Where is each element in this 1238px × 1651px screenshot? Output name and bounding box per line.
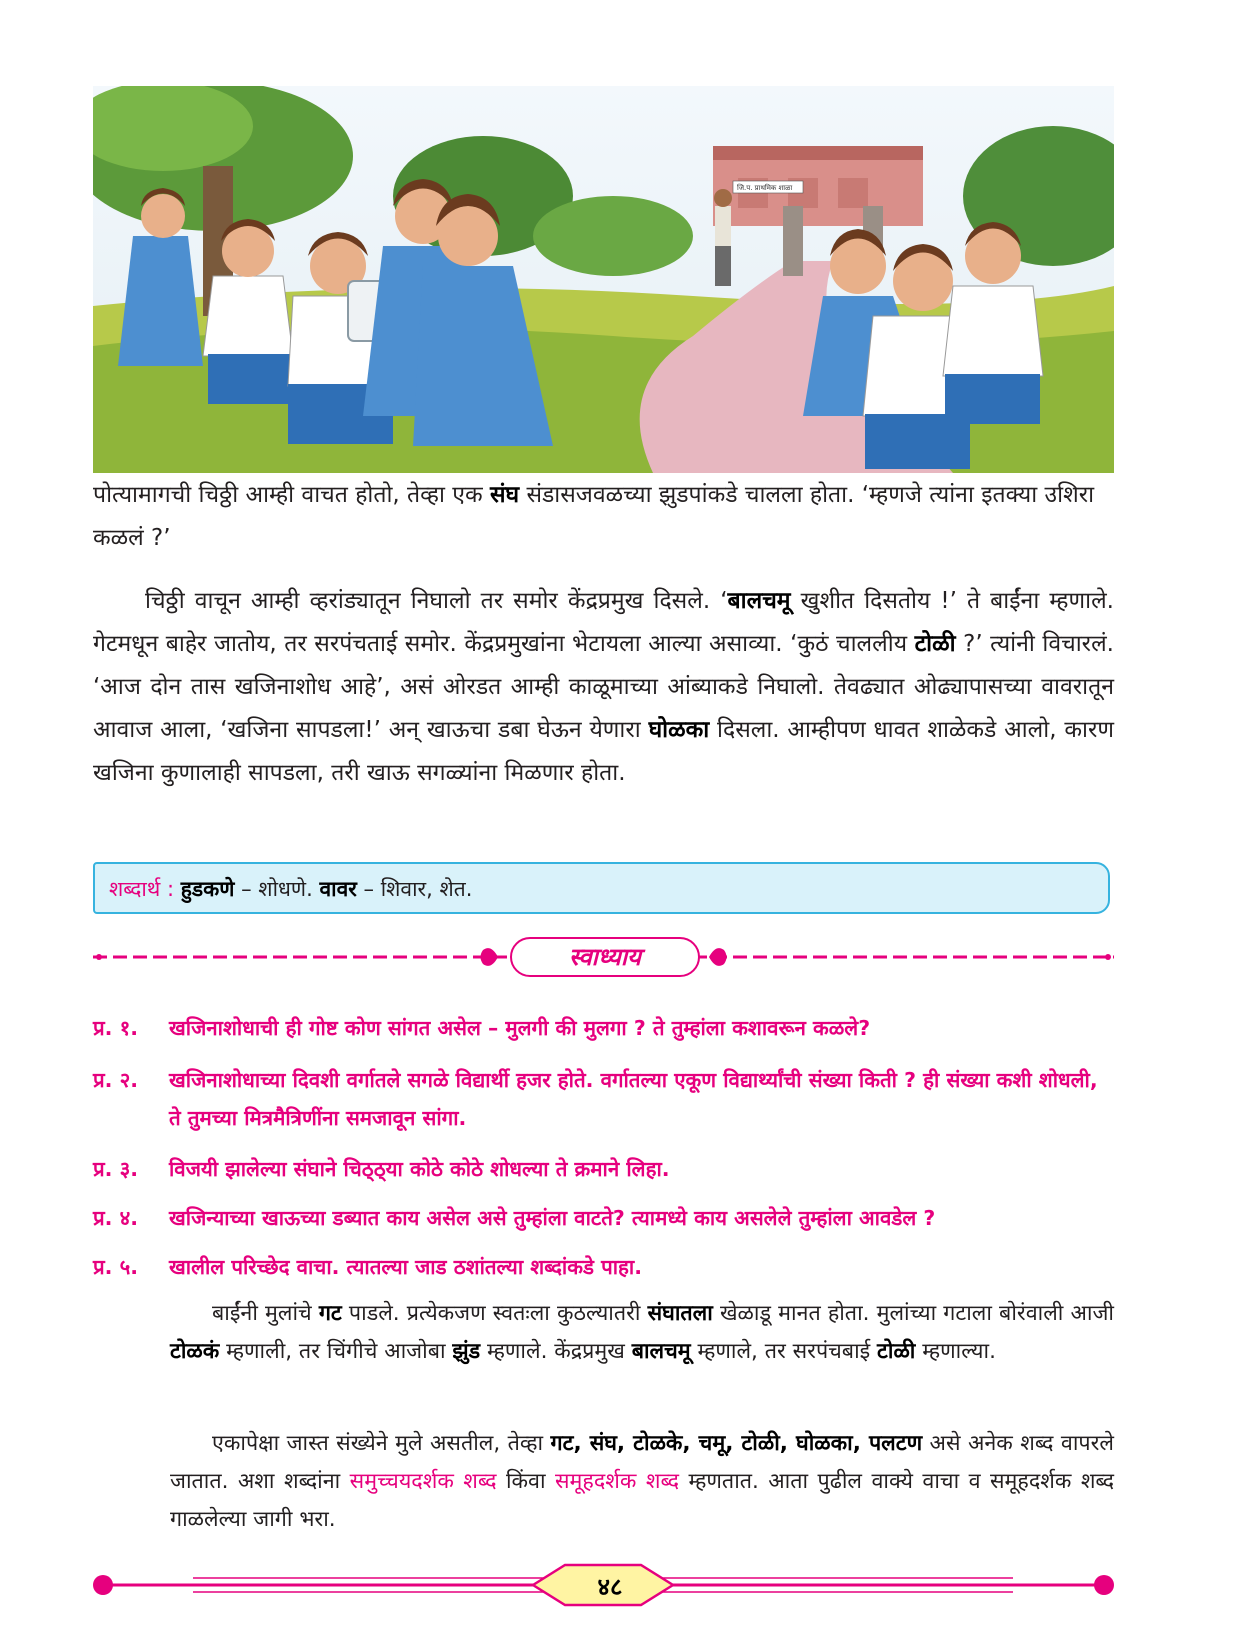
page-number: ४८: [597, 1573, 623, 1601]
story-illustration: [93, 86, 1114, 473]
q5-paragraph-1: बाईंनी मुलांचे गट पाडले. प्रत्येकजण स्वतःला कुठल्यातरी संघातला खेळाडू मानत होता. मुलांच्या गटाला बोरंवाली आजी टोळकं म्हणाली, तर चिंगीचे आजोबा झुंड म्हणाले. केंद्रप्रमुख बालचमू म्हणाले, तर सरपंचबाई टोळी म्हणाल्या.: [170, 1301, 1114, 1364]
bold-word: संघ: [489, 482, 520, 508]
question-5: प्र. ५. खालील परिच्छेद वाचा. त्यातल्या जाड ठशांतल्या शब्दांकडे पाहा.: [93, 1255, 643, 1279]
glossary-box: शब्दार्थ : हुडकणे – शोधणे. वावर – शिवार, शेत.: [93, 862, 1110, 914]
glossary-word: हुडकणे: [180, 877, 235, 901]
school-sign-text: जि.प. प्राथमिक शाळा: [737, 184, 793, 192]
question-2: प्र. २. खजिनाशोधाच्या दिवशी वर्गातले सगळे विद्यार्थी हजर होते. वर्गातल्या एकूण विद्यार्थ्यांची संख्या किती ? ही संख्या कशी शोधली, ते तुमच्या मित्रमैत्रिणींना समजावून सांगा.: [93, 1068, 1098, 1130]
story-paragraph-2: चिठ्ठी वाचून आम्ही व्हरांड्यातून निघालो तर समोर केंद्रप्रमुख दिसले. ‘बालचमू खुशीत दिसतोय !’ ते बाईंना म्हणाले. गेटमधून बाहेर जातोय, तर सरपंचताई समोर. केंद्रप्रमुखांना भेटायला आल्या असाव्या. ‘कुठं चाललीय टोळी ?’ त्यांनी विचारलं. ‘आज दोन तास खजिनाशोध आहे’, असं ओरडत आम्ही काळूमाच्या आंब्याकडे निघालो. तेवढ्यात ओढ्यापासच्या वावरातून आवाज आला, ‘खजिना सापडला!’ अन् खाऊचा डबा घेऊन येणारा घोळका दिसला. आम्हीपण धावत शाळेकडे आलो, कारण खजिना कुणालाही सापडला, तरी खाऊ सगळ्यांना मिळणार होता.: [93, 588, 1114, 786]
story-paragraph-1: पोत्यामागची चिठ्ठी आम्ही वाचत होतो, तेव्हा एक संघ संडासजवळच्या झुडपांकडे चालला होता. ‘म्हणजे त्यांना इतक्या उशिरा कळलं ?’: [93, 482, 1095, 551]
bold-word: घोळका: [648, 717, 710, 743]
question-4: प्र. ४. खजिन्याच्या खाऊच्या डब्यात काय असेल असे तुम्हांला वाटते? त्यामध्ये काय असलेले तुम्हांला आवडेल ?: [93, 1206, 936, 1230]
q5-paragraph-2: एकापेक्षा जास्त संख्येने मुले असतील, तेव्हा गट, संघ, टोळके, चमू, टोळी, घोळका, पलटण असे अनेक शब्द वापरले जातात. अशा शब्दांना समुच्चयदर्शक शब्द किंवा समूहदर्शक शब्द म्हणतात. आता पुढील वाक्ये वाचा व समूहदर्शक शब्द गाळलेल्या जागी भरा.: [170, 1431, 1115, 1532]
school-children-illustration-icon: [93, 86, 1114, 473]
glossary-word: वावर: [319, 877, 357, 901]
highlight-term: समुच्चयदर्शक शब्द: [349, 1469, 497, 1494]
question-3: प्र. ३. विजयी झालेल्या संघाने चिठ्ठ्या कोठे कोठे शोधल्या ते क्रमाने लिहा.: [93, 1157, 670, 1181]
question-1: प्र. १. खजिनाशोधाची ही गोष्ट कोण सांगत असेल – मुलगी की मुलगा ? ते तुम्हांला कशावरून कळले?: [93, 1016, 871, 1040]
glossary-label: शब्दार्थ :: [109, 877, 175, 901]
bold-word: टोळी: [914, 631, 956, 657]
swadhyay-heading: स्वाध्याय: [510, 937, 700, 977]
flourish-left-icon: [481, 948, 499, 966]
highlight-term: समूहदर्शक शब्द: [555, 1469, 680, 1494]
bold-word: बालचमू: [727, 588, 791, 614]
flourish-right-icon: [709, 948, 727, 966]
